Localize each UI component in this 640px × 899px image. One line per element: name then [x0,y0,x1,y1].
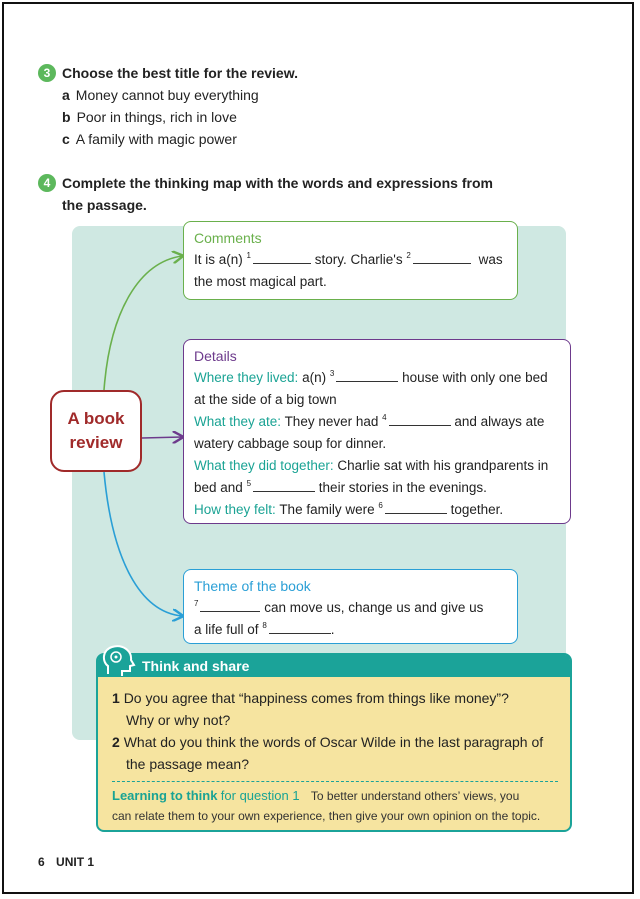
comments-text-4: the most magical part. [194,274,327,289]
lived-text-3: at the side of a big town [194,392,337,407]
blank-4[interactable] [389,413,451,426]
theme-title: Theme of the book [194,578,311,594]
unit-label: UNIT 1 [56,855,95,869]
think-and-share-title: Think and share [142,658,250,674]
arrow-to-theme [104,472,182,616]
option-b-text: Poor in things, rich in love [76,109,237,125]
arrow-to-details [142,437,182,438]
option-b-letter: b [62,109,71,125]
lived-text-1: a(n) [302,370,327,385]
learning-to-think-text-1: To better understand others’ views, you [310,789,520,803]
think-divider [112,781,558,782]
blank-number-3: 3 [329,369,335,378]
together-text-2: bed and [194,480,243,495]
think-and-share-panel [96,653,572,832]
blank-3[interactable] [336,369,398,382]
where-they-lived-label: Where they lived: [194,370,299,385]
book-review-node [50,390,142,472]
felt-text-1: The family were [279,502,375,517]
thinking-head-icon [100,644,136,678]
what-they-did-together-label: What they did together: [194,458,334,473]
question-4-number: 4 [38,174,56,192]
blank-7[interactable] [200,599,260,612]
theme-text-2: a life full of [194,622,259,637]
option-c-text: A family with magic power [75,131,237,147]
comments-text-2: story. Charlie's [314,252,403,267]
think-item-2-line1: What do you think the words of Oscar Wilde in the last paragraph of [123,734,544,750]
page-number: 6 [38,855,45,869]
blank-number-8: 8 [262,621,267,630]
details-title: Details [194,348,237,364]
think-item-1-line1: Do you agree that “happiness comes from things like money”? [123,690,509,706]
think-item-2-line2: the passage mean? [126,756,249,772]
together-text-3: their stories in the evenings. [318,480,487,495]
think-item-2-number: 2 [112,734,120,750]
learning-to-think-text-2: can relate them to your own experience, then give your own opinion on the topic. [112,809,541,823]
details-box [183,339,571,524]
blank-number-4: 4 [382,413,387,422]
blank-number-1: 1 [246,251,251,260]
ate-text-2: and always ate [454,414,545,429]
comments-text-3: was [478,252,503,267]
think-and-share-header [98,655,570,677]
comments-text-1: It is a(n) [194,252,243,267]
blank-2[interactable] [413,251,471,264]
lived-text-2: house with only one bed [402,370,548,385]
think-item-1-line2: Why or why not? [126,712,231,728]
comments-box [183,221,518,300]
blank-6[interactable] [385,501,447,514]
learning-to-think [112,786,558,806]
book-review-line2: review [69,433,123,452]
blank-5[interactable] [253,479,315,492]
option-a-letter: a [62,87,70,103]
question-4-prompt-line1: Complete the thinking map with the words and expressions from [62,175,493,191]
blank-number-7: 7 [194,599,199,608]
think-item-1-number: 1 [112,690,120,706]
blank-number-6: 6 [378,501,383,510]
option-a-text: Money cannot buy everything [75,87,259,103]
how-they-felt-label: How they felt: [194,502,276,517]
learning-to-think-heading: Learning to think [112,788,218,803]
think-item-2 [112,731,558,753]
blank-number-5: 5 [246,479,252,488]
question-3-prompt: Choose the best title for the review. [62,65,298,81]
think-item-1 [112,687,558,709]
theme-text-3: . [330,622,335,637]
blank-8[interactable] [269,621,331,634]
theme-text-1: can move us, change us and give us [264,600,484,615]
ate-text-1: They never had [284,414,379,429]
blank-number-2: 2 [406,251,411,260]
comments-title: Comments [194,230,262,246]
page-footer [38,855,94,869]
ate-text-3: watery cabbage soup for dinner. [194,436,387,451]
blank-1[interactable] [253,251,311,264]
what-they-ate-label: What they ate: [194,414,282,429]
option-c-letter: c [62,131,70,147]
arrow-to-comments [104,256,182,390]
felt-text-2: together. [450,502,504,517]
book-review-line1: A book [67,409,125,428]
together-text-1: Charlie sat with his grandparents in [337,458,549,473]
theme-box [183,569,518,644]
question-4-prompt-line2: the passage. [62,197,147,213]
learning-to-think-subheading: for question 1 [220,788,300,803]
question-3-number: 3 [38,64,56,82]
